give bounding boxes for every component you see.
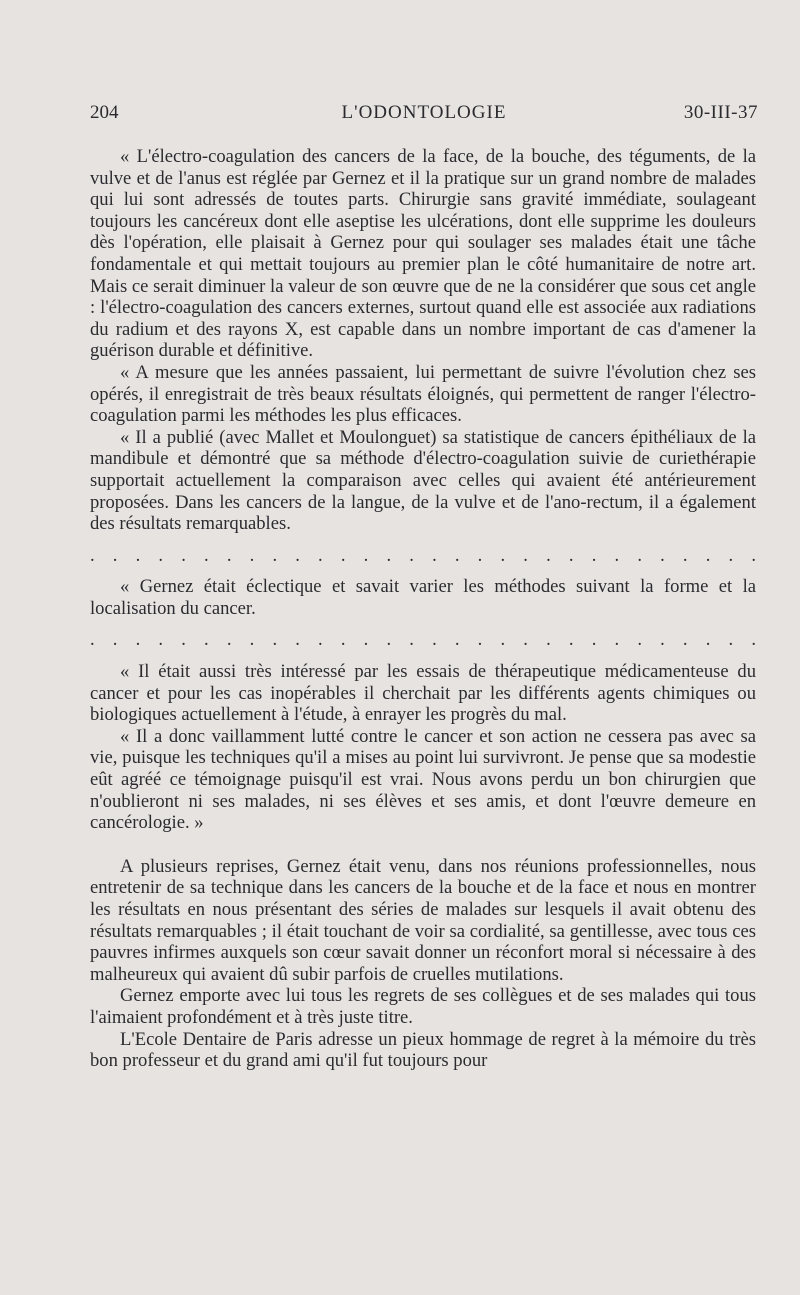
article-body bbox=[90, 146, 756, 1072]
paragraph: « A mesure que les années passaient, lui permettant de suivre l'évolution chez ses opérés, il enregistrait de très beaux résultats éloignés, qui permettent de ranger l'électro-coagulation parmi les méthodes les plus efficaces. bbox=[90, 361, 756, 427]
paragraph: A plusieurs reprises, Gernez était venu, dans nos réunions professionnelles, nous entretenir de sa technique dans les cancers de la bouche et de la face et nous en montrer les résultats en nous présentant des séries de malades sur lesquels il avait obtenu des résultats remarquables ; il était touchant de voir sa cordialité, sa gentillesse, avec tous ces pauvres infirmes auxquels son cœur savait donner un réconfort moral si nécessaire à des malheureux qui avaient dû subir parfois de cruelles mutilations. bbox=[90, 855, 756, 985]
section-break bbox=[90, 834, 756, 856]
paragraph: « Il a publié (avec Mallet et Moulonguet) sa statistique de cancers épithéliaux de la mandibule et démontré que sa méthode d'électro-coagulation suivie de curiethérapie supportait actuellement la comparaison avec celles qui avaient été antérieurement proposées. Dans les cancers de la langue, de la vulve et de l'ano-rectum, il a également des résultats remarquables. bbox=[90, 426, 756, 535]
paragraph: « Il était aussi très intéressé par les essais de thérapeutique médicamenteuse du cancer et pour les cas inopérables il cherchait par les différents agents chimiques ou biologiques actuellement à l'étude, à enrayer les progrès du mal. bbox=[90, 661, 756, 726]
paragraph: « L'électro-coagulation des cancers de la face, de la bouche, des téguments, de la vulve et de l'anus est réglée par Gernez et il la pratique sur un grand nombre de malades qui lui sont adressés de toutes parts. Chirurgie sans gravité immédiate, soulageant toujours les cancéreux dont elle aseptise les ulcérations, dont elle supprime les douleurs dès l'opération, elle plaisait à Gernez pour qui soulager ses malades était une tâche fondamentale et qui mettait toujours au premier plan le côté humanitaire de notre art. Mais ce serait diminuer la valeur de son œuvre que de ne la considérer que sous cet angle : l'électro-coagulation des cancers externes, surtout quand elle est associée aux radiations du radium et des rayons X, est capable dans un nombre important de cas d'amener la guérison durable et définitive. bbox=[90, 146, 756, 362]
page-number: 204 bbox=[90, 102, 119, 123]
journal-title: L'ODONTOLOGIE bbox=[341, 102, 507, 123]
ellipsis-row: . . . . . . . . . . . . . . . . . . . . . . . . . . . . . . bbox=[90, 544, 756, 566]
ellipsis-row: . . . . . . . . . . . . . . . . . . . . . . . . . . . . . . bbox=[90, 629, 756, 651]
paragraph: L'Ecole Dentaire de Paris adresse un pieux hommage de regret à la mémoire du très bon professeur et du grand ami qu'il fut toujours pour bbox=[90, 1028, 756, 1072]
paragraph: « Gernez était éclectique et savait varier les méthodes suivant la forme et la localisation du cancer. bbox=[90, 576, 756, 619]
paragraph: « Il a donc vaillamment lutté contre le cancer et son action ne cessera pas avec sa vie, puisque les techniques qu'il a mises au point lui survivront. Je pense que sa modestie eût agréé ce témoignage puisqu'il est vrai. Nous avons perdu un bon chirurgien que n'oublieront ni ses malades, ni ses élèves et ses amis, et dont l'œuvre demeure en cancérologie. » bbox=[90, 725, 756, 834]
running-head bbox=[90, 100, 758, 126]
issue-date: 30-III-37 bbox=[683, 102, 758, 123]
paragraph: Gernez emporte avec lui tous les regrets de ses collègues et de ses malades qui tous l'aimaient profondément et à très juste titre. bbox=[90, 985, 756, 1028]
